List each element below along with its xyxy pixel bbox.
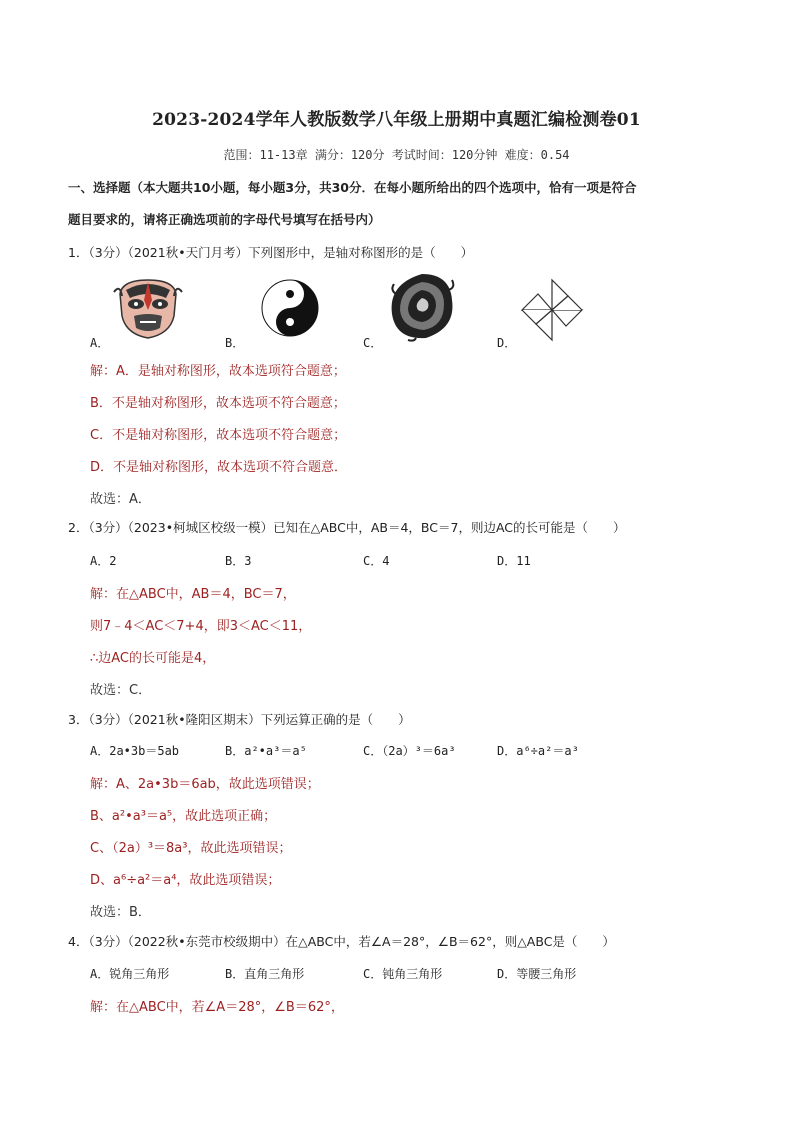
- q4-option-d: D．等腰三角形: [497, 967, 577, 981]
- q1-solution-line4: D．不是轴对称图形，故本选项不符合题意．: [90, 460, 348, 475]
- q3-solution-line4: D、a⁶÷a²＝a⁴，故此选项错误；: [90, 873, 281, 888]
- pinwheel-icon: [520, 278, 584, 342]
- q2-option-c: C．4: [363, 554, 390, 568]
- question-3-stem: 3．（3分）（2021秋•隆阳区期末）下列运算正确的是（ ）: [68, 712, 411, 727]
- rose-swirl-icon: [386, 270, 458, 342]
- exam-meta: 范围：11-13章 满分：120分 考试时间：120分钟 难度：0.54: [223, 148, 570, 162]
- q1-option-d-label: D．: [497, 336, 517, 350]
- q4-option-a: A．锐角三角形: [90, 967, 170, 981]
- q3-option-c: C．（2a）³＝6a³: [363, 744, 456, 758]
- section-heading-line2: 题目要求的，请将正确选项前的字母代号填写在括号内）: [68, 212, 381, 227]
- q3-solution-line2: B、a²•a³＝a⁵，故此选项正确；: [90, 809, 277, 824]
- q1-option-a-label: A．: [90, 336, 110, 350]
- q4-option-b: B．直角三角形: [225, 967, 305, 981]
- yin-yang-icon: [260, 276, 320, 340]
- q3-option-a: A．2a•3b＝5ab: [90, 744, 180, 758]
- q1-option-b-label: B．: [225, 336, 245, 350]
- q3-solution-line1: 解：A、2a•3b＝6ab，故此选项错误；: [90, 777, 320, 792]
- question-1-stem: 1．（3分）（2021秋•天门月考）下列图形中，是轴对称图形的是（ ）: [68, 245, 474, 260]
- page-title: 2023-2024学年人教版数学八年级上册期中真题汇编检测卷01: [152, 110, 641, 130]
- q1-solution-line3: C．不是轴对称图形，故本选项不符合题意；: [90, 428, 347, 443]
- q1-answer: 故选：A．: [90, 492, 151, 507]
- opera-mask-icon: [112, 276, 184, 340]
- section-heading-line1: 一、选择题（本大题共10小题，每小题3分，共30分．在每小题所给出的四个选项中，恰有一项是符合: [68, 180, 637, 195]
- q2-solution-line2: 则7﹣4＜AC＜7+4，即3＜AC＜11，: [90, 619, 312, 634]
- q2-option-d: D．11: [497, 554, 531, 568]
- question-2-stem: 2．（3分）（2023•柯城区校级一模）已知在△ABC中，AB＝4，BC＝7，则边AC的长可能是（ ）: [68, 520, 626, 535]
- q2-option-a: A．2: [90, 554, 117, 568]
- q4-option-c: C．钝角三角形: [363, 967, 443, 981]
- q2-answer: 故选：C．: [90, 683, 152, 698]
- q1-solution-line2: B．不是轴对称图形，故本选项不符合题意；: [90, 396, 346, 411]
- q3-answer: 故选：B．: [90, 905, 151, 920]
- q3-option-b: B．a²•a³＝a⁵: [225, 744, 307, 758]
- question-4-stem: 4．（3分）（2022秋•东莞市校级期中）在△ABC中，若∠A＝28°，∠B＝62°，则△ABC是（ ）: [68, 934, 615, 949]
- q2-option-b: B．3: [225, 554, 252, 568]
- q1-solution-line1: 解：A．是轴对称图形，故本选项符合题意；: [90, 364, 346, 379]
- q4-solution-line1: 解：在△ABC中，若∠A＝28°，∠B＝62°，: [90, 1000, 344, 1015]
- q2-solution-line1: 解：在△ABC中，AB＝4，BC＝7，: [90, 587, 296, 602]
- q3-option-d: D．a⁶÷a²＝a³: [497, 744, 579, 758]
- q1-option-c-label: C．: [363, 336, 383, 350]
- q2-solution-line3: ∴边AC的长可能是4，: [90, 651, 216, 666]
- q3-solution-line3: C、（2a）³＝8a³，故此选项错误；: [90, 841, 292, 856]
